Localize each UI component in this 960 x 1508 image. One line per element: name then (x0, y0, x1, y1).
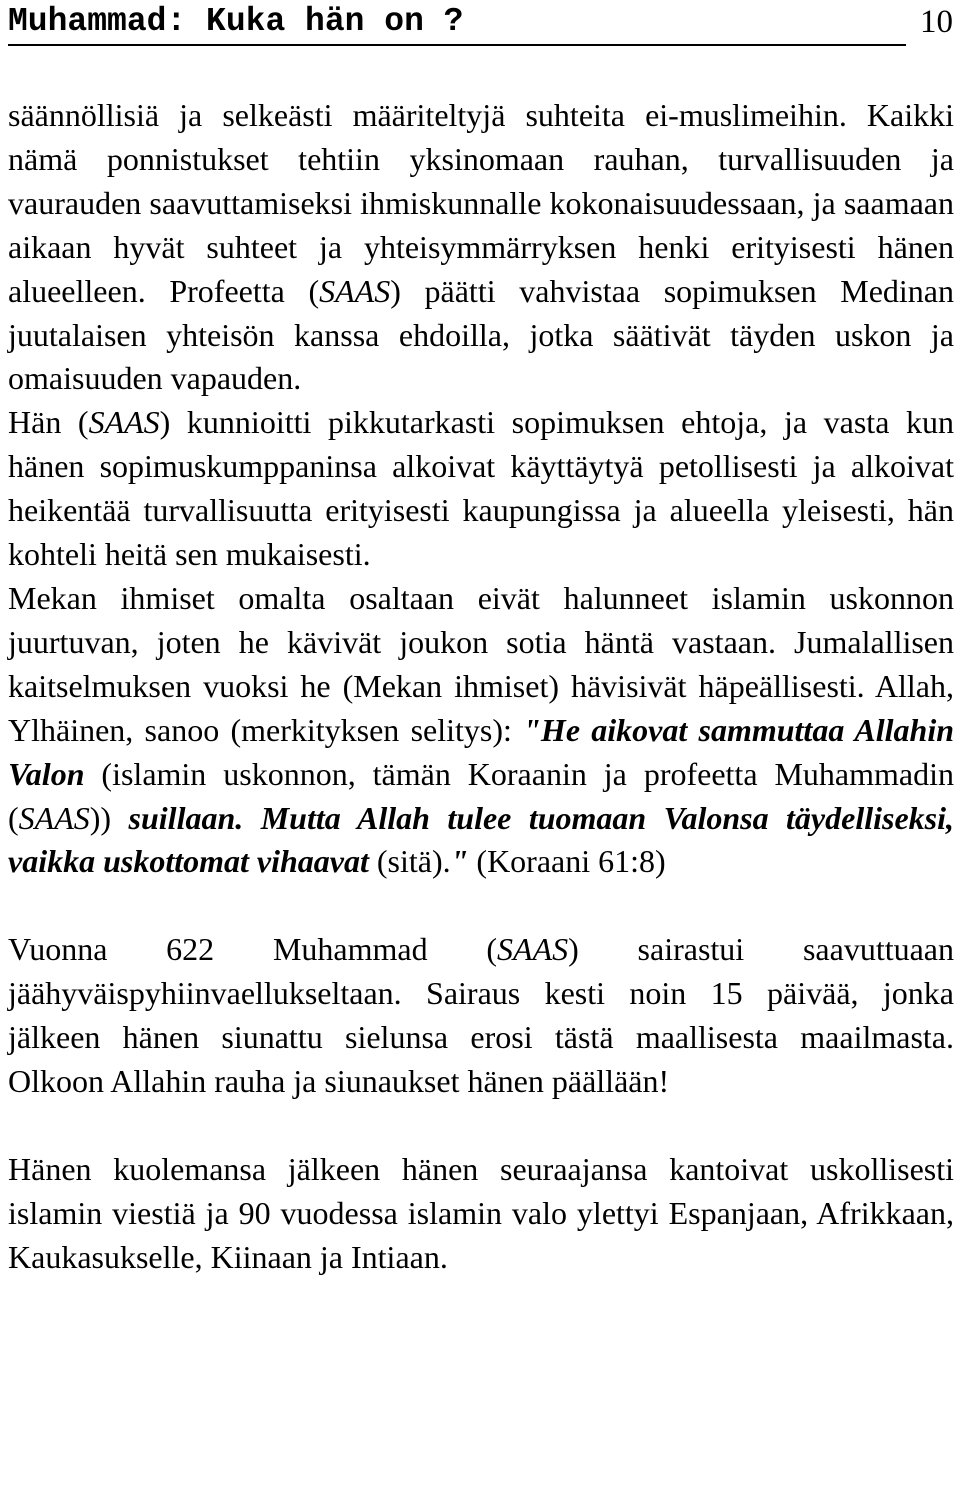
saas-abbr: SAAS (88, 404, 160, 441)
text-run: säännöllisiä ja selkeästi määriteltyjä suhteita ei-muslimeihin. Kaikki nämä ponnistukset tehtiin yksinomaan rauhan, turvallisuuden ja vaurauden saavuttamiseksi ihmiskunnalle kokonaisuudessaan, ja saamaan aikaan hyvät suhteet ja yhteisymmärryksen henki erityisesti hänen alueelleen. Profeetta ( (8, 97, 954, 309)
citation: (Koraani 61:8) (468, 843, 666, 880)
text-run: Vuonna 622 Muhammad ( (8, 931, 498, 968)
text-run: ) sairastui saavuttuaan jäähyväispyhiinvaellukseltaan. Sairaus kesti noin 15 päivää, jonka jälkeen hänen siunattu sielunsa erosi tästä maallisesta maailmasta. Olkoon Allahin rauha ja siunaukset hänen päällään! (8, 931, 955, 1099)
page-number: 10 (920, 4, 953, 40)
page-header (8, 2, 906, 46)
text-run: ) kunnioitti pikkutarkasti sopimuksen ehtoja, ja vasta kun hänen sopimuskumppaninsa alkoivat käyttäytyä petollisesti ja alkoivat heikentää turvallisuutta erityisesti kaupungissa ja alueella yleisesti, hän kohteli heitä sen mukaisesti. (8, 404, 955, 573)
saas-abbr: SAAS (319, 272, 391, 309)
saas-abbr: SAAS (18, 799, 90, 836)
text-run: )) (89, 799, 129, 836)
text-run: Hänen kuolemansa jälkeen hänen seuraajansa kantoivat uskollisesti islamin viestiä ja 90 vuodessa islamin valo ylettyi Espanjaan, Afrikkaan, Kaukasukselle, Kiinaan ja Intiaan. (8, 1150, 954, 1275)
page-body (8, 94, 954, 1279)
text-run: ) päätti vahvistaa sopimuksen Medinan juutalaisen yhteisön kanssa ehdoilla, jotka säätivät täyden uskon ja omaisuuden vapauden. (8, 272, 954, 397)
paragraph-gap (8, 884, 954, 928)
running-title: Muhammad: Kuka hän on ? (8, 3, 464, 40)
text-run: Mekan ihmiset omalta osaltaan eivät halunneet islamin uskonnon juurtuvan, joten he kävivät joukon sotia häntä vastaan. Jumalallisen kaitselmuksen vuoksi he (Mekan ihmiset) hävisivät häpeällisesti. Allah, Ylhäinen, sanoo (merkityksen selitys): (8, 579, 954, 748)
paragraph-gap (8, 1104, 954, 1148)
paragraph-3 (8, 577, 954, 884)
quran-quote: "He aikovat sammuttaa Allahin Valon (8, 711, 955, 792)
paragraph-2 (8, 401, 954, 577)
quran-quote: " (450, 843, 469, 880)
text-run: Hän ( (8, 404, 89, 441)
text-run: (islamin uskonnon, tämän Koraanin ja profeetta Muhammadin ( (8, 755, 954, 836)
paragraph-5 (8, 1148, 954, 1280)
paragraph-4 (8, 928, 954, 1104)
text-run: (sitä). (368, 843, 451, 880)
paragraph-1 (8, 94, 954, 401)
saas-abbr: SAAS (497, 931, 569, 968)
quran-quote: suillaan. Mutta Allah tulee tuomaan Valonsa täydelliseksi, vaikka uskottomat vihaavat (8, 799, 955, 880)
